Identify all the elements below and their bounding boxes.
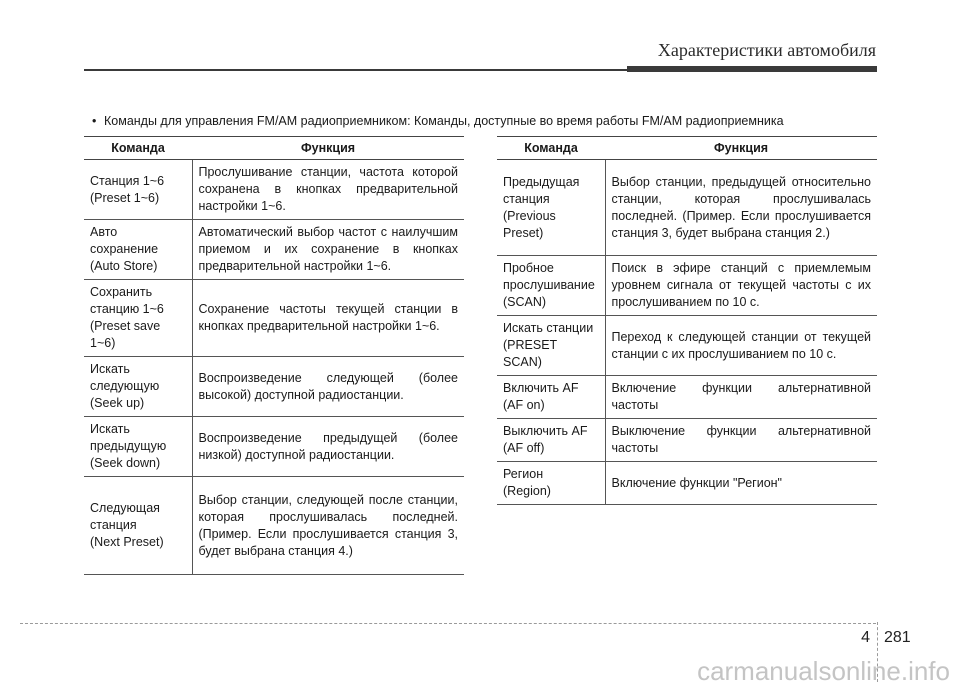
function-cell: Воспроизведение следующей (более высокой) доступной радиостанции. xyxy=(192,357,464,417)
page-number: 281 xyxy=(884,629,911,646)
table-row xyxy=(84,160,464,220)
command-cell: Включить AF (AF on) xyxy=(497,376,605,419)
command-cell: Сохранить станцию 1~6 (Preset save 1~6) xyxy=(84,280,192,357)
header-rule-accent xyxy=(627,66,877,72)
function-cell: Включение функции "Регион" xyxy=(605,462,877,505)
intro-paragraph xyxy=(92,114,892,128)
table-row xyxy=(497,256,877,316)
table-header-row xyxy=(84,137,464,160)
function-cell: Воспроизведение предыдущей (более низкой) доступной радиостанции. xyxy=(192,417,464,477)
section-title: Характеристики автомобиля xyxy=(657,40,876,60)
commands-table-right xyxy=(497,136,877,505)
command-cell: Искать станции (PRESET SCAN) xyxy=(497,316,605,376)
command-cell: Предыдущая станция (Previous Preset) xyxy=(497,160,605,256)
function-cell: Переход к следующей станции от текущей станции с их прослушиванием по 10 с. xyxy=(605,316,877,376)
function-cell: Включение функции альтернативной частоты xyxy=(605,376,877,419)
command-cell: Искать предыдущую (Seek down) xyxy=(84,417,192,477)
table-row xyxy=(84,280,464,357)
table-row xyxy=(497,316,877,376)
table-row xyxy=(84,220,464,280)
column-header-function: Функция xyxy=(192,137,464,160)
table-row xyxy=(84,477,464,575)
intro-text: Команды для управления FM/AM радиоприемником: Команды, доступные во время работы FM/AM радиоприемника xyxy=(104,114,784,128)
function-cell: Выключение функции альтернативной частоты xyxy=(605,419,877,462)
command-cell: Регион (Region) xyxy=(497,462,605,505)
table-body xyxy=(84,160,464,575)
table-row xyxy=(84,357,464,417)
column-header-function: Функция xyxy=(605,137,877,160)
function-cell: Сохранение частоты текущей станции в кнопках предварительной настройки 1~6. xyxy=(192,280,464,357)
command-cell: Следующая станция (Next Preset) xyxy=(84,477,192,575)
table-header-row xyxy=(497,137,877,160)
table-row xyxy=(497,419,877,462)
watermark: carmanualsonline.info xyxy=(697,656,950,686)
chapter-number: 4 xyxy=(861,629,870,646)
table-row xyxy=(84,417,464,477)
command-cell: Станция 1~6 (Preset 1~6) xyxy=(84,160,192,220)
function-cell: Выбор станции, следующей после станции, которая прослушивалась последней. (Пример. Если прослушивается станция 3, будет выбрана станция 4.) xyxy=(192,477,464,575)
function-cell: Автоматический выбор частот с наилучшим приемом и их сохранение в кнопках предварительной настройки 1~6. xyxy=(192,220,464,280)
column-header-command: Команда xyxy=(84,137,192,160)
footer-dashed-rule xyxy=(20,623,876,624)
commands-table-left xyxy=(84,136,464,575)
column-header-command: Команда xyxy=(497,137,605,160)
table-row xyxy=(497,376,877,419)
table-row xyxy=(497,462,877,505)
table-body xyxy=(497,160,877,505)
table-row xyxy=(497,160,877,256)
bullet-icon: • xyxy=(92,114,97,128)
command-cell: Пробное прослушивание (SCAN) xyxy=(497,256,605,316)
command-cell: Авто сохранение (Auto Store) xyxy=(84,220,192,280)
function-cell: Прослушивание станции, частота которой сохранена в кнопках предварительной настройки 1~6. xyxy=(192,160,464,220)
command-cell: Искать следующую (Seek up) xyxy=(84,357,192,417)
function-cell: Выбор станции, предыдущей относительно станции, которая прослушивалась последней. (Пример. Если прослушивается станция 3, будет выбрана станция 2.) xyxy=(605,160,877,256)
command-cell: Выключить AF (AF off) xyxy=(497,419,605,462)
function-cell: Поиск в эфире станций с приемлемым уровнем сигнала от текущей частоты с их прослушиванием по 10 с. xyxy=(605,256,877,316)
